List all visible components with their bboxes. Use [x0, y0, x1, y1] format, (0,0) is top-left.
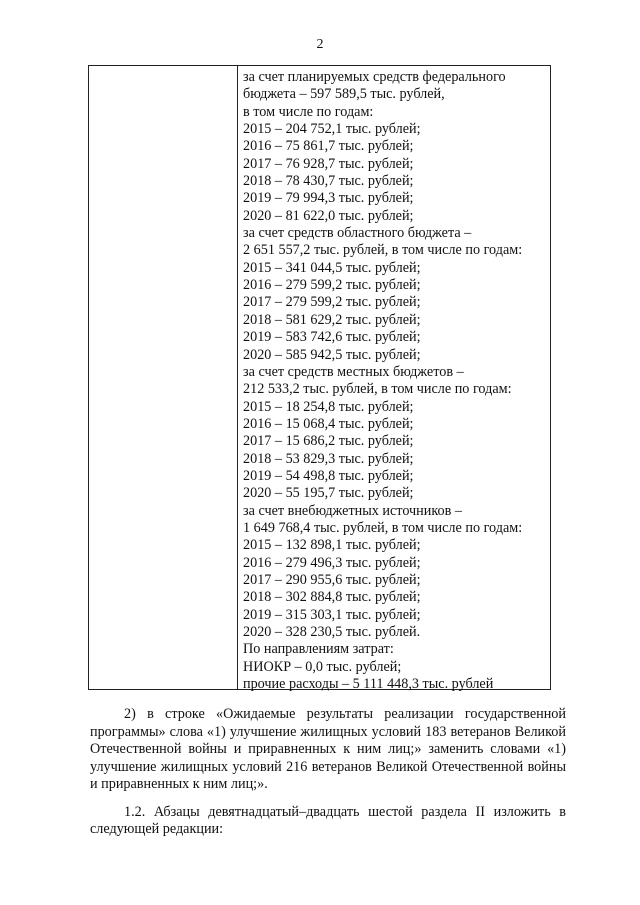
table-line: за счет внебюджетных источников – [243, 502, 462, 519]
body-text [90, 706, 566, 849]
table-line: за счет средств областного бюджета – [243, 225, 472, 242]
table-line: 2 651 557,2 тыс. рублей, в том числе по годам: [243, 242, 523, 259]
table-line: 2018 – 53 829,3 тыс. рублей; [243, 450, 414, 467]
table-line: 2018 – 302 884,8 тыс. рублей; [243, 589, 421, 606]
table-line: 2016 – 279 496,3 тыс. рублей; [243, 554, 421, 571]
table-line: НИОКР – 0,0 тыс. рублей; [243, 658, 402, 675]
table-line: 212 533,2 тыс. рублей, в том числе по годам: [243, 381, 512, 398]
table-line: за счет планируемых средств федерального [243, 69, 506, 85]
table-line: 2015 – 132 898,1 тыс. рублей; [243, 537, 421, 554]
table-line: 2019 – 583 742,6 тыс. рублей; [243, 329, 421, 346]
table-line: за счет средств местных бюджетов – [243, 363, 464, 380]
table-line: 2019 – 79 994,3 тыс. рублей; [243, 190, 414, 207]
table-line: в том числе по годам: [243, 103, 374, 120]
table-line: 2020 – 585 942,5 тыс. рублей; [243, 346, 421, 363]
table-line: 2015 – 204 752,1 тыс. рублей; [243, 121, 421, 138]
table-line: бюджета – 597 589,5 тыс. рублей, [243, 86, 445, 103]
table-line: 2015 – 341 044,5 тыс. рублей; [243, 259, 421, 276]
table-line: 2017 – 279 599,2 тыс. рублей; [243, 294, 421, 311]
table-line: 2017 – 76 928,7 тыс. рублей; [243, 155, 414, 172]
table-right-cell [238, 66, 550, 693]
table-line: 2017 – 290 955,6 тыс. рублей; [243, 571, 421, 588]
paragraph-amendment-2: 2) в строке «Ожидаемые результаты реализации государственной программы» слова «1) улучшение жилищных условий 183 ветеранов Великой Отечественной войны и приравненных к ним лиц;» заменить словами «1) улучшение жилищных условий 216 ветеранов Великой Отечественной войны и приравненных к ним лиц;». [90, 706, 566, 792]
table-line: прочие расходы – 5 111 448,3 тыс. рублей [243, 676, 494, 693]
table-line: 2020 – 81 622,0 тыс. рублей; [243, 207, 414, 224]
table-line: 2020 – 55 195,7 тыс. рублей; [243, 485, 414, 502]
table-line: 2016 – 279 599,2 тыс. рублей; [243, 277, 421, 294]
table-line: 1 649 768,4 тыс. рублей, в том числе по годам: [243, 519, 523, 536]
table-line: По направлениям затрат: [243, 641, 394, 658]
table-line: 2019 – 54 498,8 тыс. рублей; [243, 467, 414, 484]
page-number: 2 [316, 37, 324, 52]
table-line: 2020 – 328 230,5 тыс. рублей. [243, 624, 421, 640]
table-line: 2015 – 18 254,8 тыс. рублей; [243, 398, 414, 415]
table-line: 2019 – 315 303,1 тыс. рублей; [243, 606, 421, 623]
paragraph-section-1-2: 1.2. Абзацы девятнадцатый–двадцать шестой раздела II изложить в следующей редакции: [90, 803, 566, 837]
table-line: 2018 – 581 629,2 тыс. рублей; [243, 311, 421, 328]
table-left-cell [89, 66, 238, 689]
table-line: 2018 – 78 430,7 тыс. рублей; [243, 173, 414, 190]
table-line: 2016 – 15 068,4 тыс. рублей; [243, 415, 414, 432]
table-line: 2017 – 15 686,2 тыс. рублей; [243, 433, 414, 450]
budget-table [88, 65, 551, 693]
table-line: 2016 – 75 861,7 тыс. рублей; [243, 138, 414, 155]
